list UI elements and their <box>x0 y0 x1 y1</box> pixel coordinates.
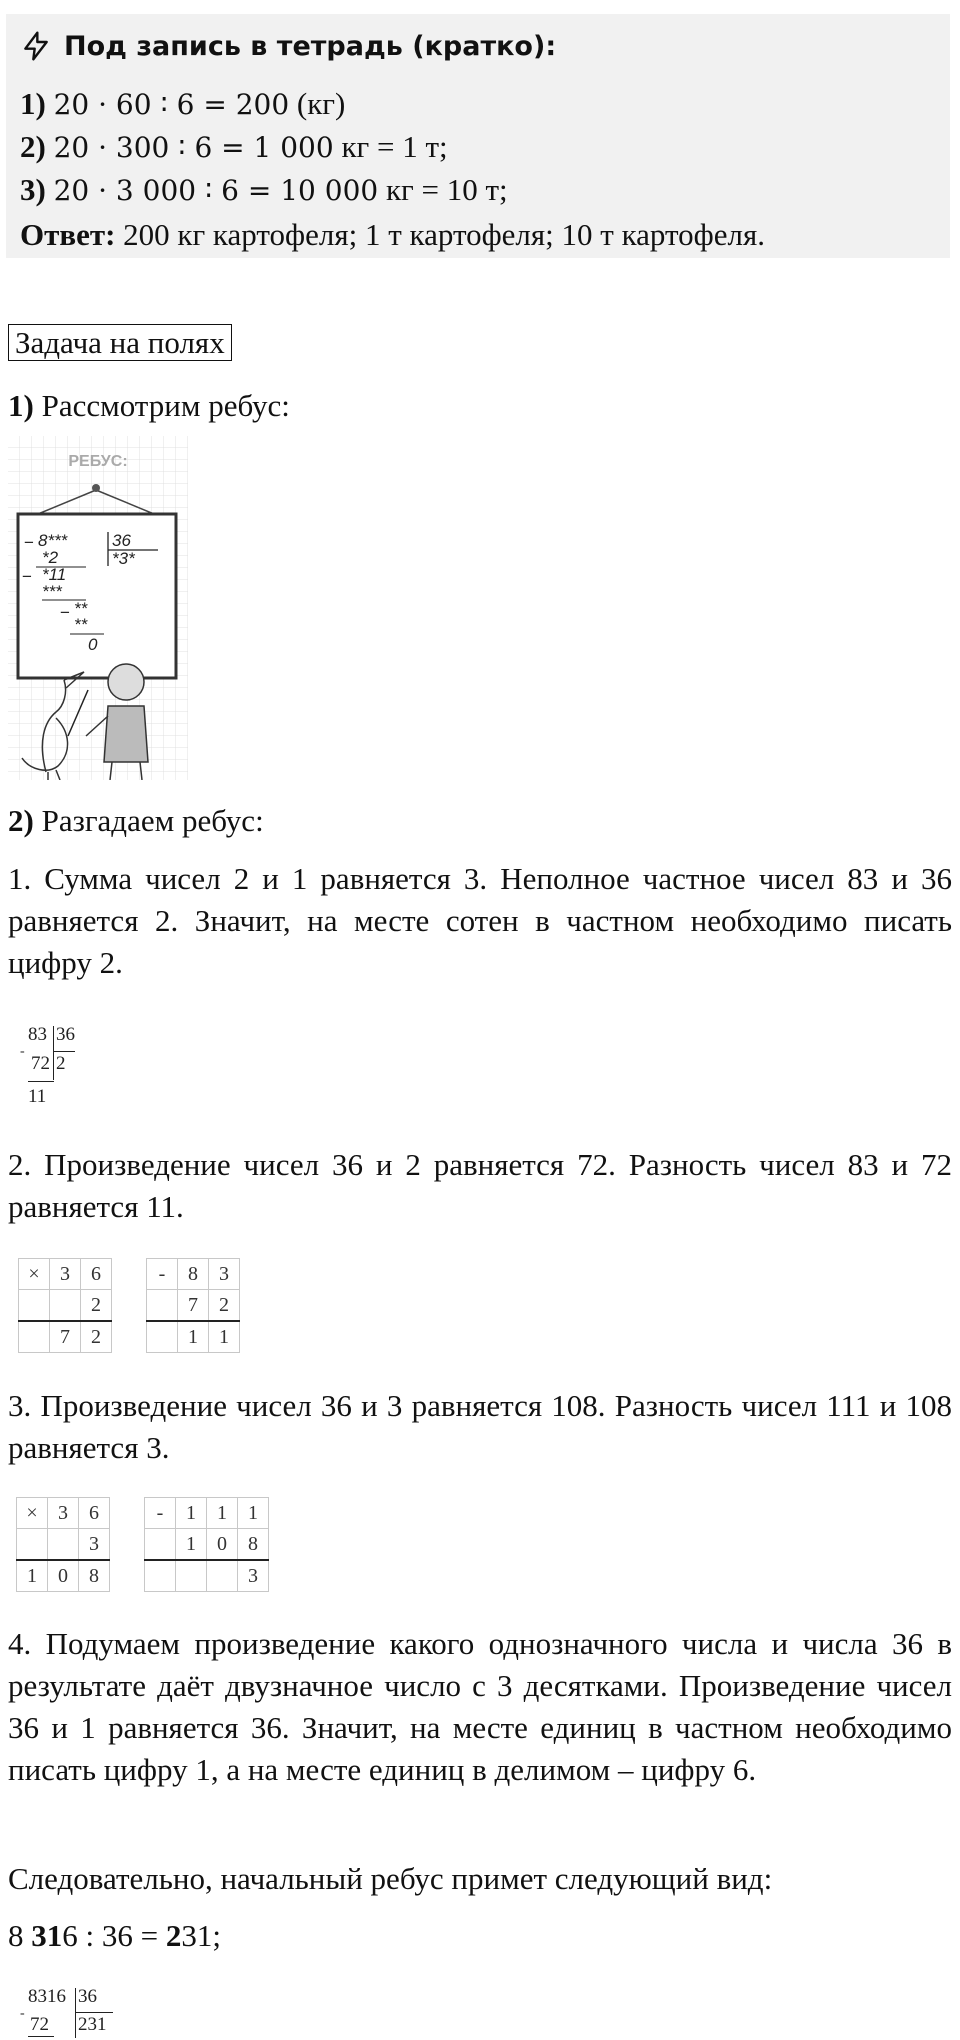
subtraction-grid-83-72: - 8 3 7 2 1 1 <box>146 1258 240 1353</box>
note-heading-text: Под запись в тетрадь (кратко) <box>64 30 546 62</box>
svg-text:РЕБУС:: РЕБУС: <box>68 453 128 470</box>
final-equation: 8 316 : 36 = 231; <box>8 1918 221 1953</box>
paragraph-4: 4. Подумаем произведение какого однозначного числа и числа 36 в результате даёт двузначное число с 3 десятками. Произведение чисел 36 и 1 равняется 36. Значит, на месте единиц в частном необходимо писать цифру 1, а на месте единиц в делимом – цифру 6. <box>8 1626 952 1787</box>
svg-text:*3*: *3* <box>112 549 135 568</box>
svg-text:−: − <box>24 533 34 552</box>
step-2: 2) Разгадаем ребус: <box>8 803 264 838</box>
note-line-1: 1) 20 · 60 ∶ 6 = 200 (кг) <box>20 86 346 121</box>
svg-text:36: 36 <box>112 531 131 550</box>
svg-text:**: ** <box>74 599 88 618</box>
svg-text:*2: *2 <box>42 548 59 567</box>
task-title: Задача на полях <box>8 322 232 364</box>
page: Под запись в тетрадь (кратко) : 1) 20 · 60 ∶ 6 = 200 (кг) 2) 20 · 300 ∶ 6 = 1 000 кг = 1 т; 3) 20 · 3 000 ∶ 6 = 10 000 кг = 10 т; Ответ: 200 кг картофеля; 1 т картофеля; 10 т картофеля. Задача на полях 1) Рассмотрим ребус: РЕБУС: 8*** 36 − *2 *3* − *11 *** − ** ** 0 2) Разгадаем ребус: 1. Сумма чисел 2 и 1 равняется 3. Неполное частное чисел 83 и 36 равняется 2. Значит, на месте сотен в частном необходимо писать цифру 2. 83 36 - 72 2 11 2. Произведение чисел 36 и 2 равняется 72. Разность чисел 83 и 72 равняется 11. × 3 6 2 7 2 - 8 3 7 2 1 1 3. Произведение чисел 36 и 3 равняется 108. Разность чисел 111 и 108 равняется 3. × 3 6 3 1 0 8 - 1 1 1 1 0 8 3 4. Подумаем произведение какого однозначного числа и числа 36 в результате даёт двузначное число с 3 десятками. Произведение чисел 36 и 1 равняется 36. Значит, на месте единиц в частном необходимо писать цифру 1, а на месте единиц в делимом – цифру 6. Следовательно, начальный ребус примет следующий вид: 8 316 : 36 = 231; 8316 36 - 72 231 <box>0 0 960 2040</box>
paragraph-5: Следовательно, начальный ребус примет следующий вид: <box>8 1861 773 1896</box>
note-line-2: 2) 20 · 300 ∶ 6 = 1 000 кг = 1 т; <box>20 129 448 164</box>
note-line-3: 3) 20 · 3 000 ∶ 6 = 10 000 кг = 10 т; <box>20 172 508 207</box>
multiplication-grid-36x2: × 3 6 2 7 2 <box>18 1258 112 1353</box>
svg-text:**: ** <box>74 615 88 634</box>
multiplication-grid-36x3: × 3 6 3 1 0 8 <box>16 1497 110 1592</box>
svg-text:−: − <box>22 567 32 586</box>
notebook-summary-box <box>6 14 950 258</box>
svg-text:8***: 8*** <box>38 531 68 550</box>
rebus-image <box>8 436 188 780</box>
note-answer: Ответ: 200 кг картофеля; 1 т картофеля; 10 т картофеля. <box>20 217 765 252</box>
svg-text:−: − <box>60 603 70 622</box>
svg-text:***: *** <box>42 582 62 601</box>
svg-text:*11: *11 <box>42 565 67 584</box>
subtraction-grid-111-108: - 1 1 1 1 0 8 3 <box>144 1497 269 1592</box>
note-heading: Под запись в тетрадь (кратко) : <box>20 30 556 62</box>
paragraph-1: 1. Сумма чисел 2 и 1 равняется 3. Неполное частное чисел 83 и 36 равняется 2. Значит, на месте сотен в частном необходимо писать цифру 2. <box>8 861 952 980</box>
svg-text:0: 0 <box>88 635 98 654</box>
paragraph-2: 2. Произведение чисел 36 и 2 равняется 72. Разность чисел 83 и 72 равняется 11. <box>8 1147 952 1224</box>
lightning-icon <box>20 30 52 62</box>
paragraph-3: 3. Произведение чисел 36 и 3 равняется 108. Разность чисел 111 и 108 равняется 3. <box>8 1388 952 1465</box>
step-1: 1) Рассмотрим ребус: <box>8 388 290 423</box>
